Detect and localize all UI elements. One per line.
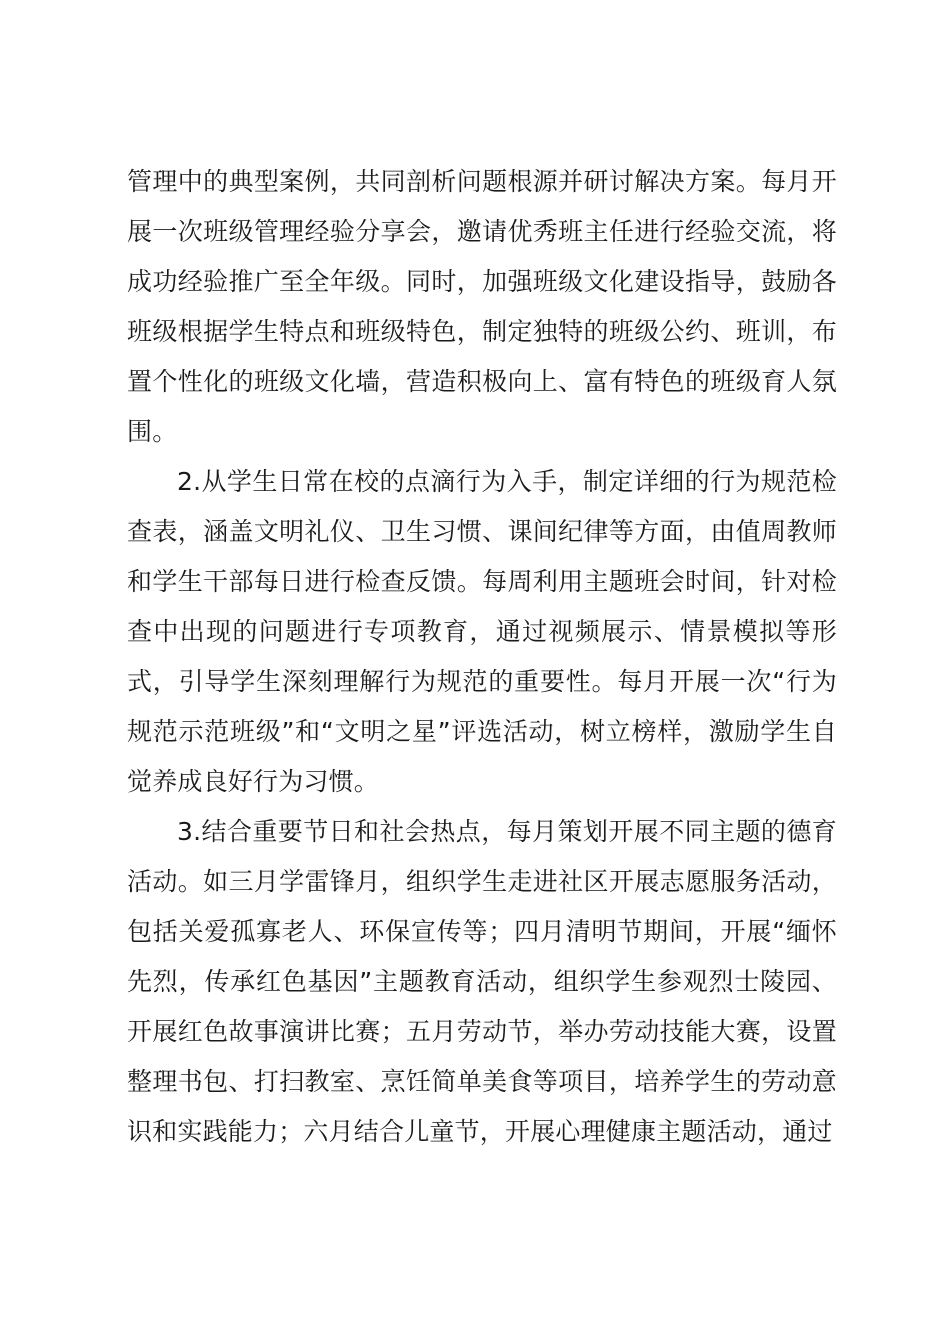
paragraph-item-2: 2.从学生日常在校的点滴行为入手，制定详细的行为规范检查表，涵盖文明礼仪、卫生习惯、课间纪律等方面，由值周教师和学生干部每日进行检查反馈。每周利用主题班会时间，针对检查中出现的问题进行专项教育，通过视频展示、情景模拟等形式，引导学生深刻理解行为规范的重要性。每月开展一次“行为规范示范班级”和“文明之星”评选活动，树立榜样，激励学生自觉养成良好行为习惯。 <box>127 467 837 796</box>
paragraph-item-3: 3.结合重要节日和社会热点，每月策划开展不同主题的德育活动。如三月学雷锋月，组织学生走进社区开展志愿服务活动，包括关爱孤寡老人、环保宣传等；四月清明节期间，开展“缅怀先烈，传承红色基因”主题教育活动，组织学生参观烈士陵园、开展红色故事演讲比赛；五月劳动节，举办劳动技能大赛，设置整理书包、打扫教室、烹饪简单美食等项目，培养学生的劳动意识和实践能力；六月结合儿童节，开展心理健康主题活动，通过 <box>127 817 837 1146</box>
document-body <box>127 157 837 1157</box>
paragraph-continuation: 管理中的典型案例，共同剖析问题根源并研讨解决方案。每月开展一次班级管理经验分享会，邀请优秀班主任进行经验交流，将成功经验推广至全年级。同时，加强班级文化建设指导，鼓励各班级根据学生特点和班级特色，制定独特的班级公约、班训，布置个性化的班级文化墙，营造积极向上、富有特色的班级育人氛围。 <box>127 167 837 446</box>
